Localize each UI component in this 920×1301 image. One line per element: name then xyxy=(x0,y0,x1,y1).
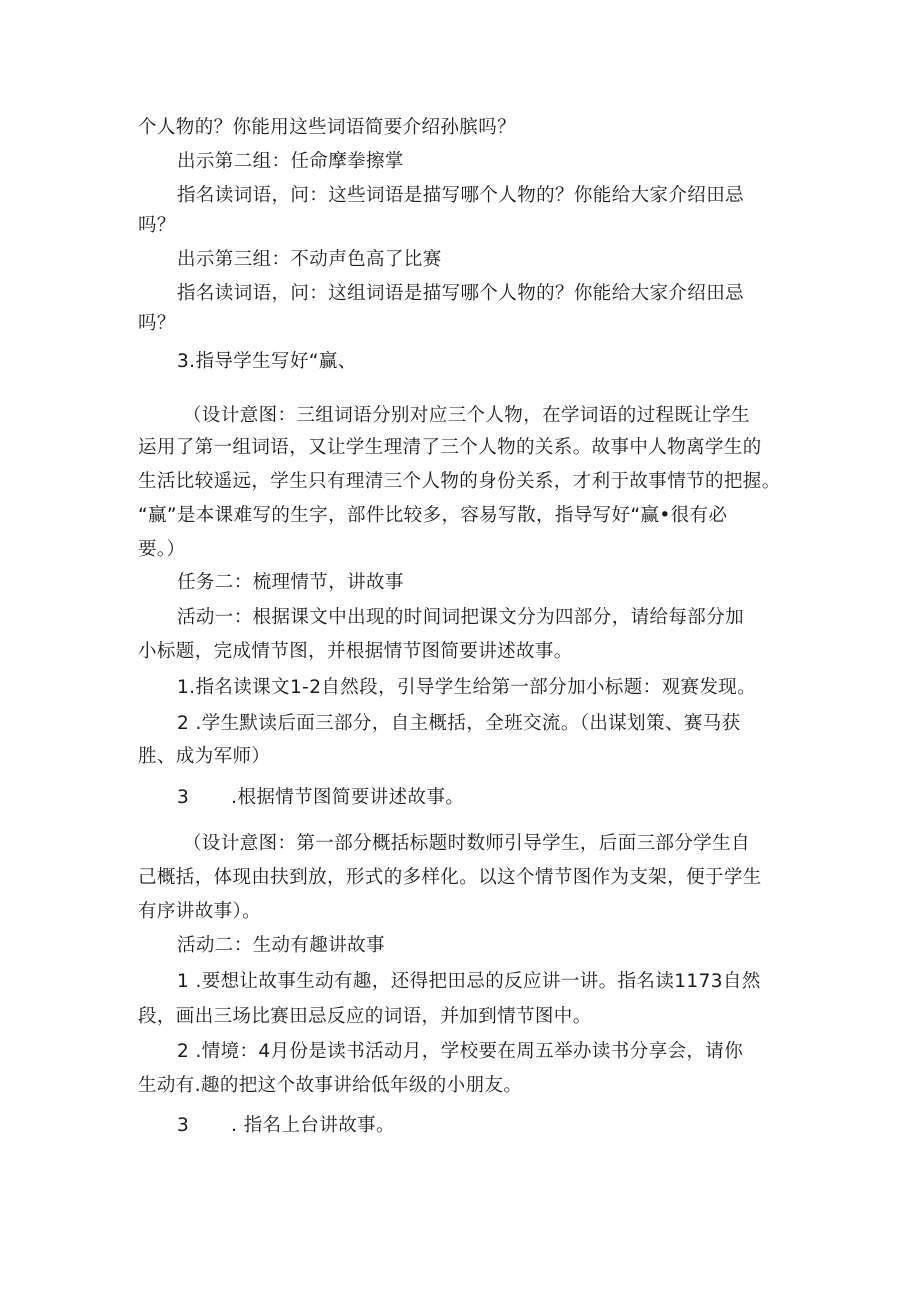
text-line: 指名读词语，问：这些词语是描写哪个人物的？你能给大家介绍田忌 xyxy=(177,185,745,206)
text-line: “赢”是本课难写的生字，部件比较多，容易写散，指导写好“赢•很有必 xyxy=(138,505,728,526)
text-line: 1 .要想让故事生动有趣，还得把田忌的反应讲一讲。指名读1173自然 xyxy=(177,971,761,992)
list-text: . 指名上台讲故事。 xyxy=(231,1115,395,1136)
text-line: 要。） xyxy=(138,539,186,560)
text-line: 有序讲故事）。 xyxy=(138,901,262,922)
text-line: 胜、成为军师） xyxy=(138,746,271,767)
list-text: .根据情节图简要讲述故事。 xyxy=(231,787,465,808)
text-line: （设计意图：第一部分概括标题时数师引导学生，后面三部分学生自 xyxy=(183,833,751,854)
text-line: 吗？ xyxy=(138,215,176,236)
section-heading: 活动二：生动有趣讲故事 xyxy=(177,935,385,956)
text-line: 个人物的？你能用这些词语简要介绍孙膑吗？ xyxy=(138,117,517,138)
text-line: 己概括，体现由扶到放，形式的多样化。以这个情节图作为支架，便于学生 xyxy=(138,867,762,888)
text-line: 出示第三组：不动声色高了比赛 xyxy=(177,249,442,270)
text-line: 3.指导学生写好“赢、 xyxy=(177,351,357,372)
text-line: 吗？ xyxy=(138,313,176,334)
text-line: 段，画出三场比赛田忌反应的词语，并加到情节图中。 xyxy=(138,1006,592,1027)
list-item xyxy=(177,1114,837,1138)
text-line: 2 .学生默读后面三部分，自主概括，全班交流。（出谋划策、赛马获 xyxy=(177,713,741,734)
text-line: 运用了第一组词语，又让学生理清了三个人物的关系。故事中人物离学生的 xyxy=(138,437,762,458)
text-line: 2 .情境：4月份是读书活动月，学校要在周五举办读书分享会，请你 xyxy=(177,1041,744,1062)
text-line: 出示第二组：任命摩拳擦掌 xyxy=(177,151,404,172)
text-line: 活动一：根据课文中出现的时间词把课文分为四部分，请给每部分加 xyxy=(177,607,745,628)
text-line: 生动有.趣的把这个故事讲给低年级的小朋友。 xyxy=(138,1075,523,1096)
text-line: 1.指名读课文1-2自然段，引导学生给第一部分加小标题：观赛发现。 xyxy=(177,677,757,698)
text-line: （设计意图：三组词语分别对应三个人物，在学词语的过程既让学生 xyxy=(183,405,751,426)
list-number: 3 xyxy=(177,1115,190,1136)
text-line: 小标题，完成情节图，并根据情节图简要讲述故事。 xyxy=(138,641,573,662)
list-number: 3 xyxy=(177,787,190,808)
text-line: 生活比较遥远，学生只有理清三个人物的身份关系，才利于故事情节的把握。 xyxy=(138,471,781,492)
list-item xyxy=(177,786,837,810)
section-heading: 任务二：梳理情节，讲故事 xyxy=(177,572,404,593)
text-line: 指名读词语，问：这组词语是描写哪个人物的？你能给大家介绍田忌 xyxy=(177,283,745,304)
